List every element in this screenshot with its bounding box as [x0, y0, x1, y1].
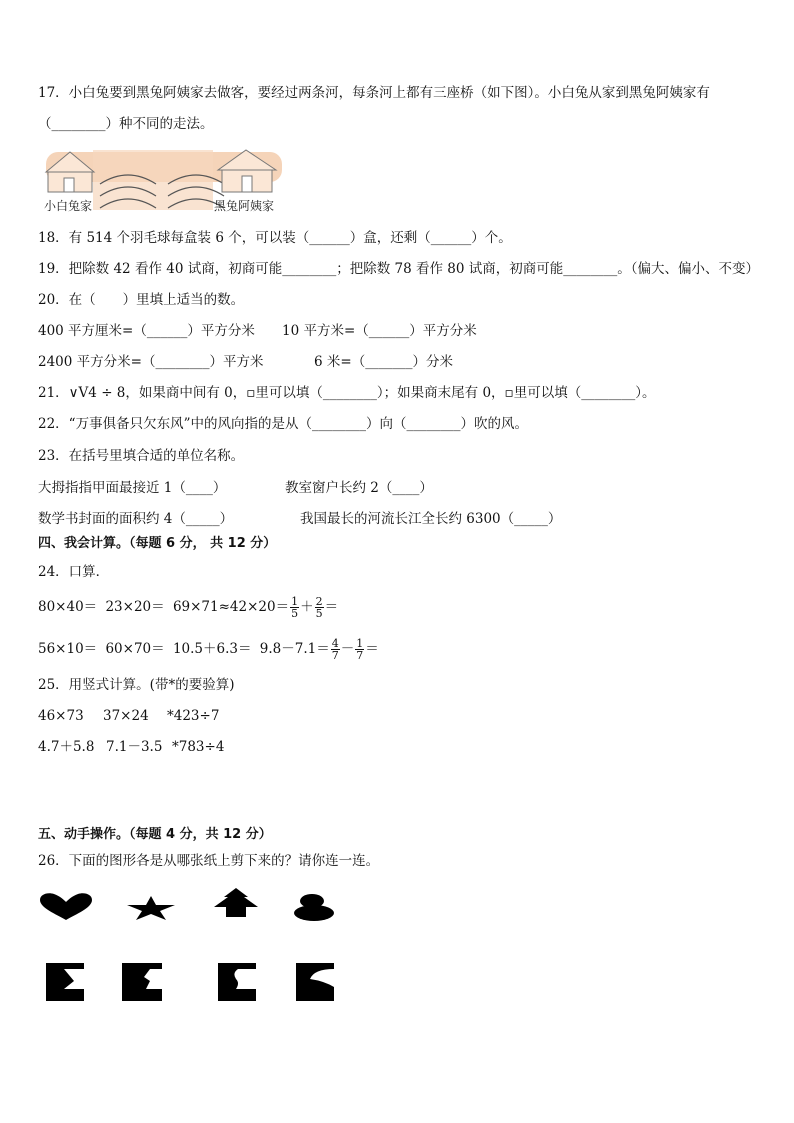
q25-r1-a: 46×73 [38, 708, 84, 724]
q25-r2-c: *783÷4 [172, 739, 225, 755]
q24-title: 24．口算． [38, 564, 110, 580]
q25-r2-b: 7.1－3.5 [106, 739, 163, 755]
q25-r1-b: 37×24 [103, 708, 149, 724]
q17-line2: （________）种不同的走法。 [38, 116, 214, 132]
q24-r2-frac1: $\frac{4}{7}$ [331, 637, 339, 662]
star-shape [126, 895, 176, 921]
q24-r2-eq: ＝ [365, 641, 379, 657]
q23-title: 23．在括号里填合适的单位名称。 [38, 448, 245, 464]
q19: 19．把除数 42 看作 40 试商，初商可能________；把除数 78 看作 80 试商，初商可能________。（偏大、偏小、不变） [38, 261, 759, 277]
q22: 22．“万事俱备只欠东风”中的风向指的是从（________）向（________）吹的风。 [38, 416, 528, 432]
cut-paper-4 [296, 963, 334, 1001]
q23-a: 大拇指指甲面最接近 1（____） [38, 480, 227, 496]
q18: 18．有 514 个羽毛球每盒装 6 个，可以装（______）盒，还剩（______）个。 [38, 230, 512, 246]
q20-d: 6 米=（_______）分米 [314, 354, 453, 370]
arrow-tree-shape [208, 887, 264, 919]
q20-b: 10 平方米=（______）平方分米 [282, 323, 477, 339]
bridges-illustration [38, 146, 284, 220]
q23-d: 我国最长的河流长江全长约 6300（_____） [300, 511, 562, 527]
q20-a: 400 平方厘米=（______）平方分米 [38, 323, 255, 339]
q24-row2 [38, 638, 379, 661]
q24-r2-d: 9.8－7.1＝ [259, 641, 330, 657]
q21: 21．∨Ⅴ4 ÷ 8，如果商中间有 0，▫里可以填（________）；如果商末尾有 0，▫里可以填（________）。 [38, 385, 656, 401]
q25-title: 25．用竖式计算。(带*的要验算) [38, 677, 235, 693]
q24-r2-b: 60×70＝ [105, 641, 165, 657]
section4-heading: 四、我会计算。（每题 6 分， 共 12 分） [38, 536, 277, 551]
cut-paper-3 [218, 963, 256, 1001]
q17-line1: 17．小白兔要到黑兔阿姨家去做客，要经过两条河，每条河上都有三座桥（如下图）。小白兔从家到黑兔阿姨家有 [38, 85, 710, 101]
q24-r2-op: － [340, 641, 355, 657]
q23-b: 教室窗户长约 2（____） [285, 480, 433, 496]
q20-c: 2400 平方分米=（________）平方米 [38, 354, 264, 370]
q20-title: 20．在（ ）里填上适当的数。 [38, 292, 245, 308]
q24-r2-frac2: $\frac{1}{7}$ [356, 637, 364, 662]
q24-row1 [38, 596, 338, 619]
q24-r1-c: 69×71≈42×20＝ [172, 599, 290, 615]
q25-r2-a: 4.7＋5.8 [38, 739, 95, 755]
q24-r1-b: 23×20＝ [105, 599, 165, 615]
q25-r1-c: *423÷7 [167, 708, 220, 724]
q24-r1-frac2: $\frac{2}{5}$ [315, 595, 323, 620]
cut-paper-1 [46, 963, 84, 1001]
q24-r2-c: 10.5＋6.3＝ [172, 641, 252, 657]
q24-r2-a: 56×10＝ [38, 641, 98, 657]
q26-title: 26．下面的图形各是从哪张纸上剪下来的？请你连一连。 [38, 853, 380, 869]
left-house-label: 小白兔家 [44, 199, 93, 213]
q24-r1-eq: ＝ [324, 599, 339, 615]
heart-shape [38, 892, 94, 922]
cut-paper-2 [122, 963, 162, 1001]
q24-r1-op: ＋ [300, 599, 314, 615]
gourd-shape [292, 893, 336, 921]
q24-r1-a: 80×40＝ [38, 599, 98, 615]
q23-c: 数学书封面的面积约 4（_____） [38, 511, 234, 527]
q24-r1-frac1: $\frac{1}{5}$ [291, 595, 299, 620]
section5-heading: 五、动手操作。（每题 4 分，共 12 分） [38, 827, 272, 842]
right-house-label: 黑兔阿姨家 [214, 199, 275, 213]
